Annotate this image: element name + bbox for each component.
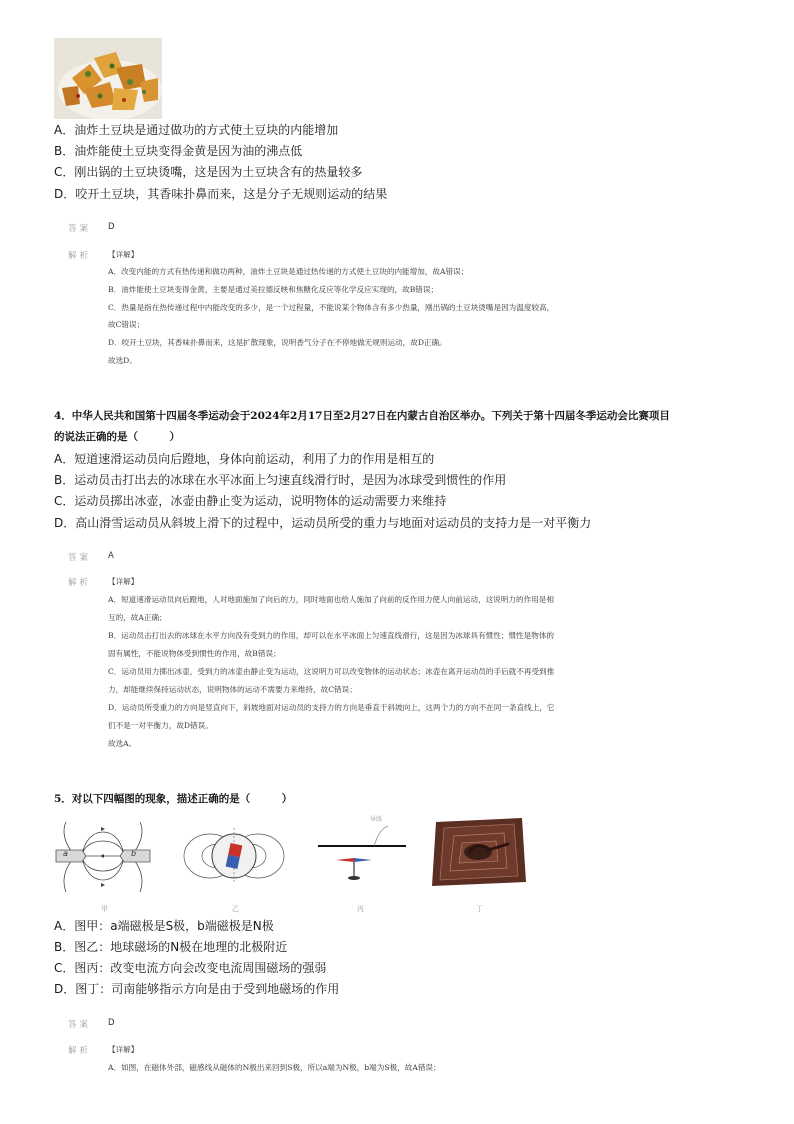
- q3-explanation-line: 故C错误；: [108, 320, 145, 329]
- q5-analysis-label: 解析: [68, 1046, 92, 1056]
- q4-explanation-line: 互的，故A正确；: [108, 613, 167, 622]
- q4-option-d: D．高山滑雪运动员从斜坡上滑下的过程中，运动员所受的重力与地面对运动员的支持力是一对平衡力: [54, 516, 592, 530]
- q4-stem-line2: 的说法正确的是（ ）: [54, 431, 180, 443]
- q4-answer: A: [108, 551, 114, 561]
- q4-explanation-line: A．短道速滑运动员向后蹬地，人对地面施加了向后的力，同时地面也给人施加了向前的反作用力使人向前运动，这说明力的作用是相: [108, 595, 554, 604]
- q5-stem: 5．对以下四幅图的现象，描述正确的是（ ）: [54, 793, 293, 805]
- q5-answer-label: 答案: [68, 1020, 92, 1030]
- q5-option-c: C．图丙：改变电流方向会改变电流周围磁场的强弱: [54, 961, 327, 975]
- q5-option-a: A．图甲：a端磁极是S极，b端磁极是N极: [54, 919, 274, 933]
- figure-ding-sinan: [430, 814, 528, 888]
- q4-option-a: A．短道速滑运动员向后蹬地，身体向前运动，利用了力的作用是相互的: [54, 452, 435, 466]
- potato-photo: [54, 38, 162, 119]
- q3-detail-title: 【详解】: [108, 250, 139, 259]
- figure-bing-wire-compass: [312, 814, 408, 898]
- q3-explanation-line: 故选D。: [108, 356, 137, 365]
- q4-explanation-line: 故选A。: [108, 739, 137, 748]
- q5-answer: D: [108, 1018, 115, 1028]
- q5-detail-title: 【详解】: [108, 1045, 139, 1054]
- q5-option-b: B．图乙：地球磁场的N极在地理的北极附近: [54, 940, 288, 954]
- q4-option-b: B．运动员击打出去的冰球在水平冰面上匀速直线滑行时，是因为冰球受到惯性的作用: [54, 473, 507, 487]
- q3-explanation-line: C．热量是指在热传递过程中内能改变的多少，是一个过程量，不能说某个物体含有多少热量，刚出锅的土豆块烫嘴是因为温度较高，: [108, 303, 555, 312]
- figure-jia-caption: 甲: [101, 905, 108, 913]
- q5-explanation-line: A．如图，在磁体外部，磁感线从磁体的N极出来回到S极，所以a端为N极，b端为S极，故A错误；: [108, 1063, 441, 1072]
- figure-jia-label-a: a: [63, 849, 68, 858]
- q3-option-a: A．油炸土豆块是通过做功的方式使土豆块的内能增加: [54, 123, 339, 137]
- figure-yi-earth-field: [180, 814, 288, 898]
- q4-analysis-label: 解析: [68, 578, 92, 588]
- q3-explanation-line: B．油炸能使土豆块变得金黄，主要是通过美拉德反映和焦糖化反应等化学反应实现的，故B错误；: [108, 285, 439, 294]
- q3-option-c: C．刚出锅的土豆块烫嘴，这是因为土豆块含有的热量较多: [54, 165, 363, 179]
- q3-answer: D: [108, 222, 115, 232]
- q5-option-d: D．图丁：司南能够指示方向是由于受到地磁场的作用: [54, 982, 340, 996]
- figure-ding-caption: 丁: [476, 905, 483, 913]
- figure-bing-wire-label: 导线: [370, 816, 383, 823]
- q4-stem-line1: 4．中华人民共和国第十四届冬季运动会于2024年2月17日至2月27日在内蒙古自治区举办。下列关于第十四届冬季运动会比赛项目: [54, 410, 670, 422]
- q4-explanation-line: 固有属性，不能说物体受到惯性的作用，故B错误；: [108, 649, 281, 658]
- q3-analysis-label: 解析: [68, 251, 92, 261]
- q3-option-b: B．油炸能使土豆块变得金黄是因为油的沸点低: [54, 144, 303, 158]
- q3-explanation-line: A．改变内能的方式有热传递和做功两种，油炸土豆块是通过热传递的方式使土豆块的内能增加，故A错误；: [108, 267, 469, 276]
- q3-answer-label: 答案: [68, 224, 92, 234]
- q4-explanation-line: C．运动员用力掷出冰壶，受到力的冰壶由静止变为运动，这说明力可以改变物体的运动状态；冰壶在离开运动员的手后就不再受到推: [108, 667, 555, 676]
- q4-answer-label: 答案: [68, 553, 92, 563]
- q4-explanation-line: B．运动员击打出去的冰球在水平方向没有受到力的作用，却可以在水平冰面上匀速直线滑行，这是因为冰球具有惯性；惯性是物体的: [108, 631, 555, 640]
- q4-explanation-line: D．运动员所受重力的方向是竖直向下，斜坡地面对运动员的支持力的方向是垂直于斜坡向上，这两个力的方向不在同一条直线上，它: [108, 703, 555, 712]
- q4-option-c: C．运动员掷出冰壶，冰壶由静止变为运动，说明物体的运动需要力来维持: [54, 494, 447, 508]
- q4-explanation-line: 们不是一对平衡力，故D错误。: [108, 721, 213, 730]
- q3-explanation-line: D．咬开土豆块，其香味扑鼻而来，这是扩散现象，说明香气分子在不停地做无规则运动，故D正确。: [108, 338, 447, 347]
- figure-jia-label-b: b: [131, 849, 137, 858]
- figure-bing-caption: 丙: [357, 905, 364, 913]
- figure-yi-caption: 乙: [232, 905, 239, 913]
- q4-explanation-line: 力，却能继续保持运动状态，说明物体的运动不需要力来维持，故C错误；: [108, 685, 357, 694]
- q3-option-d: D．咬开土豆块，其香味扑鼻而来，这是分子无规则运动的结果: [54, 187, 388, 201]
- q4-detail-title: 【详解】: [108, 577, 139, 586]
